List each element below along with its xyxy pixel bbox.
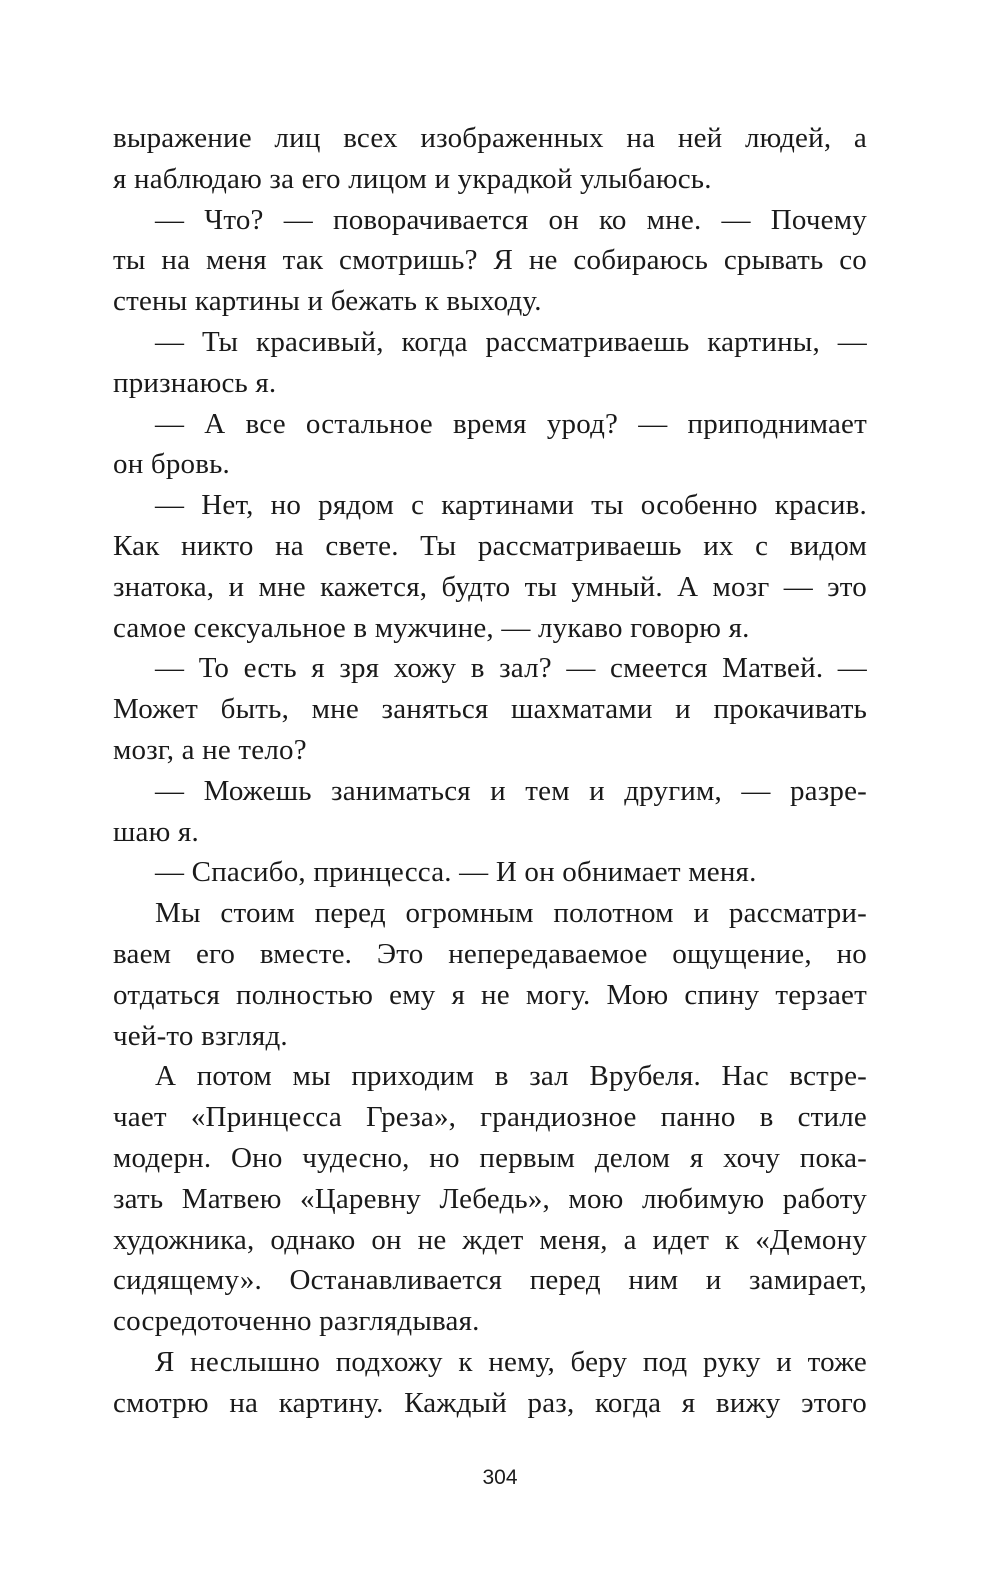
page-number: 304 <box>482 1466 518 1489</box>
page-body <box>113 118 867 1424</box>
text-line: Мы стоим перед огромным полотном и рассматри- <box>155 897 867 930</box>
text-line: чает «Принцесса Греза», грандиозное панно в стиле <box>113 1101 867 1134</box>
text-line: мозг, а не тело? <box>113 733 307 766</box>
text-line: — Можешь заниматься и тем и другим, — разре- <box>155 774 867 807</box>
text-line: признаюсь я. <box>113 366 277 399</box>
text-line: ваем его вместе. Это непередаваемое ощущение, но <box>113 937 867 970</box>
text-line: модерн. Оно чудесно, но первым делом я хочу пока- <box>113 1141 867 1174</box>
text-line: стены картины и бежать к выходу. <box>113 285 542 318</box>
text-line: смотрю на картину. Каждый раз, когда я вижу этого <box>113 1386 867 1419</box>
text-line: знатока, и мне кажется, будто ты умный. А мозг — это <box>113 570 867 603</box>
text-line: Может быть, мне заняться шахматами и прокачивать <box>113 693 867 726</box>
text-line: сосредоточенно разглядывая. <box>113 1305 480 1338</box>
text-line: — Ты красивый, когда рассматриваешь картины, — <box>155 325 867 358</box>
text-line: Как никто на свете. Ты рассматриваешь их с видом <box>113 529 867 562</box>
text-line: Я неслышно подхожу к нему, беру под руку и тоже <box>155 1345 867 1378</box>
text-line: самое сексуальное в мужчине, — лукаво говорю я. <box>113 611 750 644</box>
text-line: — То есть я зря хожу в зал? — смеется Матвей. — <box>155 652 867 685</box>
text-line: — Нет, но рядом с картинами ты особенно красив. <box>155 489 867 522</box>
text-line: сидящему». Останавливается перед ним и замирает, <box>113 1264 867 1297</box>
text-line: — Спасибо, принцесса. — И он обнимает меня. <box>155 856 757 889</box>
text-line: он бровь. <box>113 448 230 481</box>
text-line: я наблюдаю за его лицом и украдкой улыбаюсь. <box>113 162 712 195</box>
text-line: ты на меня так смотришь? Я не собираюсь срывать со <box>113 244 867 277</box>
text-line: чей-то взгляд. <box>113 1019 288 1052</box>
text-line: художника, однако он не ждет меня, а идет к «Демону <box>113 1223 867 1256</box>
text-line: — Что? — поворачивается он ко мне. — Почему <box>155 203 867 236</box>
text-line: А потом мы приходим в зал Врубеля. Нас встре- <box>155 1060 867 1093</box>
text-line: зать Матвею «Царевну Лебедь», мою любимую работу <box>113 1182 867 1215</box>
text-line: отдаться полностью ему я не могу. Мою спину терзает <box>113 978 867 1011</box>
text-line: шаю я. <box>113 815 199 848</box>
text-line: выражение лиц всех изображенных на ней людей, а <box>113 122 867 154</box>
text-line: — А все остальное время урод? — приподнимает <box>155 407 867 440</box>
